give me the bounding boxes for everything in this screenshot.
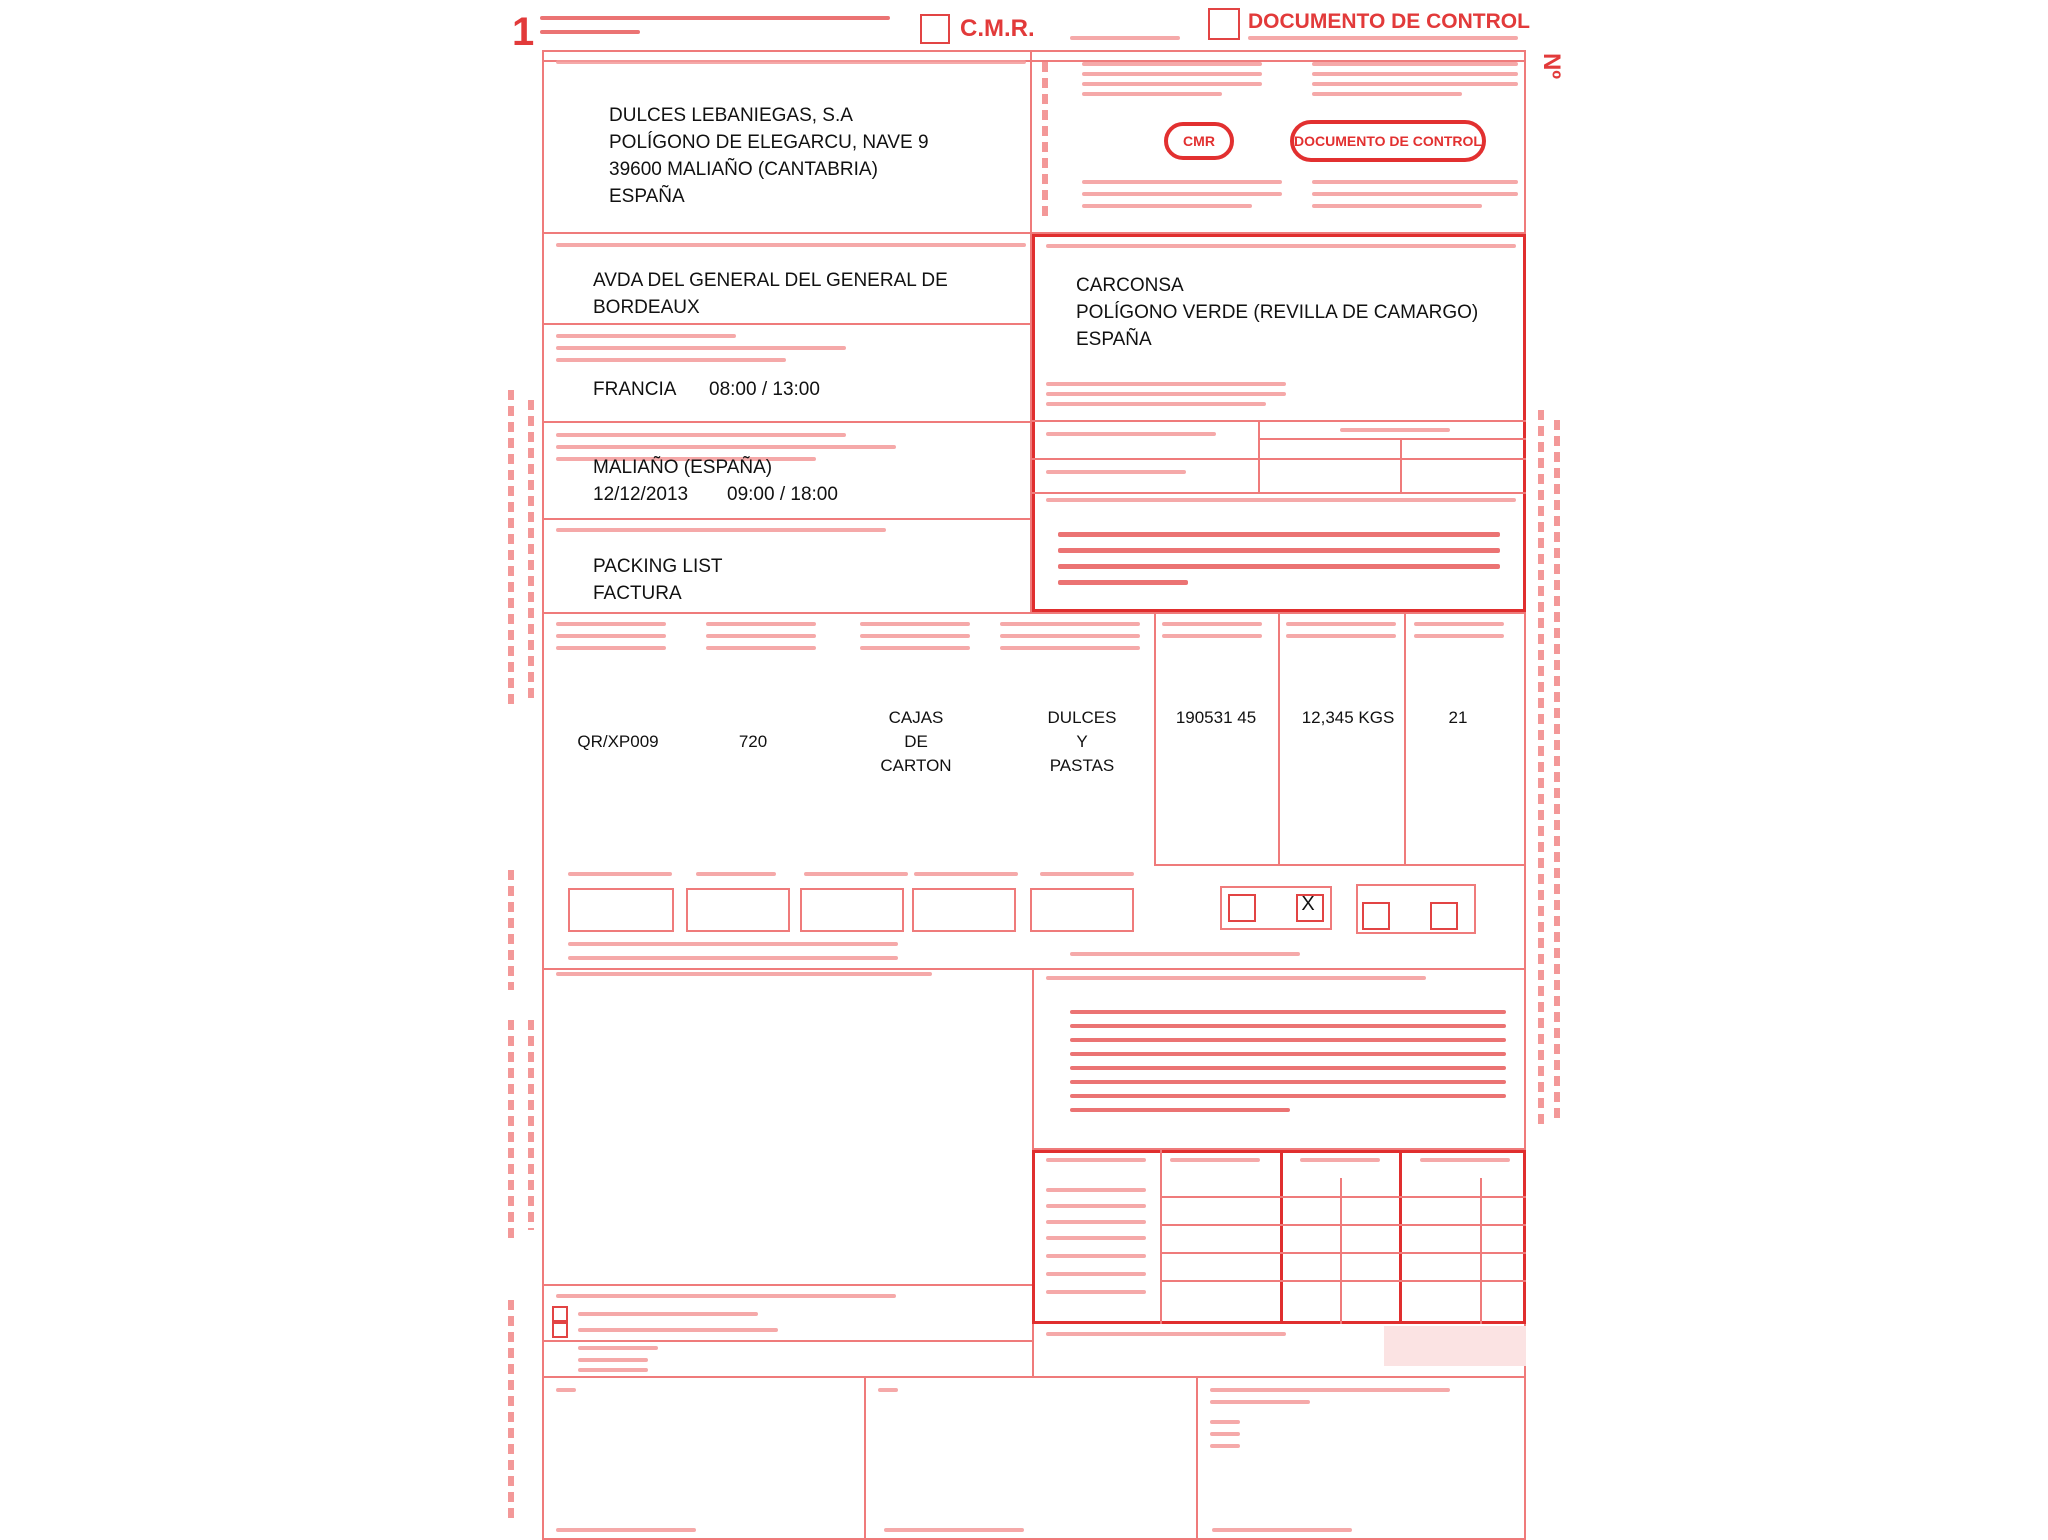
loading-hours: 09:00 / 18:00 [727,484,838,505]
goods-packages: 720 [738,732,768,751]
copy-number: 1 [512,10,535,54]
sender-line-4: ESPAÑA [609,186,685,207]
payment-col-1 [1160,1150,1162,1324]
distance-label [1046,470,1186,474]
goods-head-packing-2 [860,634,970,638]
box1-divider [1030,50,1032,232]
cmr-title: C.M.R. [960,15,1035,42]
documents-line-1: PACKING LIST [593,556,723,577]
payment-instr-rule [542,1284,1032,1286]
left-margin-text-4 [508,1020,514,1240]
goods-nature-3: PASTAS [1049,756,1115,775]
no-label: Nº [1538,52,1566,80]
signature-24-place [1210,1420,1240,1424]
class-labels-2 [568,956,898,960]
doc-control-sub [1248,36,1518,40]
info-text-14 [1312,204,1482,208]
payment-grid-1 [1160,1196,1526,1198]
goods-head-nature-3 [1000,646,1140,650]
env-no-check[interactable] [1430,902,1458,930]
goods-head-nature-2 [1000,634,1140,638]
signature-24-foot [1212,1528,1352,1532]
matricula-head [1340,428,1450,432]
payment-head-3 [1300,1158,1380,1162]
consignee-line-1: AVDA DEL GENERAL DEL GENERAL DE [593,270,948,291]
doc-control-checkbox[interactable] [1208,8,1240,40]
instructions-top-rule [542,968,1526,970]
goods-head-packages [706,622,816,626]
loading-date: 12/12/2013 [593,484,689,505]
goods-stat-number: 190531 45 [1175,708,1257,727]
goods-head-marks-2 [556,634,666,638]
left-margin-text [508,390,514,710]
goods-col-div-2 [1278,612,1280,864]
payment-grid-4 [1160,1280,1526,1282]
left-margin-text-6 [508,1300,514,1520]
info-text-13 [1312,192,1518,196]
carrier-sub-label-1 [1046,382,1286,386]
box4-label-1 [556,433,846,437]
goods-head-marks-3 [556,646,666,650]
adr-label-2 [696,872,776,876]
goods-head-packing [860,622,970,626]
agreement-note-2 [1070,1024,1506,1028]
box3-bottom-rule [542,421,1032,423]
payment-row-4 [1046,1236,1146,1240]
box3-label-1 [556,334,736,338]
adr-field-5[interactable] [1030,888,1134,932]
goods-volume: 21 [1448,708,1468,727]
goods-col-div-1 [1154,612,1156,864]
payment-head-1 [1046,1158,1146,1162]
carrier-rule-1 [1032,420,1526,422]
sender-line-3: 39600 MALIAÑO (CANTABRIA) [609,159,878,180]
left-margin-text-3 [508,870,514,990]
sender-line-1: DULCES LEBANIEGAS, S.A [609,105,853,126]
documents-line-2: FACTURA [593,583,682,604]
reservations-label [1046,498,1516,502]
goods-head-packages-3 [706,646,816,650]
carrier-rule-v1 [1258,420,1260,492]
paid-label [578,1312,758,1316]
goods-nature-2: Y [1076,732,1088,751]
carrier-line-1: CARCONSA [1076,275,1184,296]
cod-label [1046,1332,1286,1336]
payment-col-mid [1340,1178,1342,1324]
adr-label-5 [1040,872,1134,876]
signature-24-label [1210,1388,1450,1392]
signature-div-1 [864,1376,866,1540]
established-label [578,1346,658,1350]
box1-label [556,60,1026,64]
info-text-4 [1082,92,1222,96]
payment-row-1 [1046,1188,1146,1192]
info-text-11 [1082,204,1252,208]
instructions-label [556,972,932,976]
info-text-2 [1082,72,1262,76]
right-margin-text-2 [1554,420,1560,1120]
class-labels [568,942,898,946]
payment-row-5 [1046,1254,1146,1258]
established-label-2 [578,1358,648,1362]
left-margin-text-5 [528,1020,534,1230]
goods-head-weight-2 [1286,634,1396,638]
info-text-1 [1082,62,1262,66]
annex-docs-label [1070,952,1300,956]
signature-22-foot [556,1528,696,1532]
box3-label-3 [556,358,786,362]
goods-head-nature [1000,622,1140,626]
box5-label [556,528,886,532]
signature-24-label-2 [1210,1400,1310,1404]
agreement-note-6 [1070,1080,1506,1084]
carrier-sub-label-2 [1046,392,1286,396]
box4-label-2 [556,445,896,449]
info-text-7 [1312,82,1518,86]
special-agreements-label [1046,976,1426,980]
established-rule [542,1340,1032,1342]
agreement-note-5 [1070,1066,1506,1070]
box4-bottom-rule [542,518,1032,520]
goods-head-volume [1414,622,1504,626]
copy-label-text-2 [540,30,640,34]
info-text-5 [1312,62,1518,66]
info-vertical-text [1042,62,1048,220]
box2-label [556,243,1026,247]
adr-label-3 [804,872,908,876]
adr-label-4 [914,872,1018,876]
goods-head-weight [1286,622,1396,626]
header-mid-text [1070,36,1180,40]
payment-grid-3 [1160,1252,1526,1254]
delivery-country: FRANCIA [593,379,677,400]
signature-23-label [878,1388,898,1392]
agreement-note-1 [1070,1010,1506,1014]
carrier-note-2 [1058,548,1500,553]
agreement-note-4 [1070,1052,1506,1056]
signature-24-place-3 [1210,1444,1240,1448]
payment-head-4 [1420,1158,1510,1162]
adr-field-1[interactable] [568,888,674,932]
delivery-hours: 08:00 / 13:00 [709,379,820,400]
info-text-6 [1312,72,1518,76]
right-margin-text [1538,410,1544,1130]
copy-label-text [540,16,890,20]
signature-22-label [556,1388,576,1392]
doc-control-stamp: DOCUMENTO DE CONTROL [1290,120,1486,162]
env-yes-check[interactable] [1362,902,1390,930]
box3-label-2 [556,346,846,350]
goods-packing-1: CAJAS [888,708,944,727]
doc-control-title: DOCUMENTO DE CONTROL [1248,10,1530,33]
adr-mark: X [1301,893,1315,915]
adr-yes-check[interactable] [1228,894,1256,922]
info-text-12 [1312,180,1518,184]
goods-head-stat-2 [1162,634,1262,638]
consignee-line-2: BORDEAUX [593,297,700,318]
carrier-sub-label-3 [1046,402,1266,406]
cmr-stamp: CMR [1164,122,1234,160]
adr-field-2[interactable] [686,888,790,932]
signature-23-foot [884,1528,1024,1532]
cmr-checkbox[interactable] [920,14,950,44]
agreement-note-8 [1070,1108,1290,1112]
sender-line-2: POLÍGONO DE ELEGARCU, NAVE 9 [609,132,929,153]
cod-shade [1384,1326,1526,1366]
matricula-label [1046,432,1216,436]
payment-row-2 [1046,1204,1146,1208]
agreement-note-3 [1070,1038,1506,1042]
carrier-note-1 [1058,532,1500,537]
info-text-8 [1312,92,1462,96]
carrier-line-3: ESPAÑA [1076,329,1152,350]
info-text-10 [1082,192,1282,196]
carrier-rule-v2 [1400,438,1402,492]
carrier-rule-3 [1032,458,1526,460]
payment-row-6 [1046,1272,1146,1276]
goods-marks: QR/XP009 [577,732,659,751]
carrier-note-4 [1058,580,1188,585]
left-margin-text-2 [528,400,534,700]
goods-head-stat [1162,622,1262,626]
paid-check[interactable] [552,1306,568,1322]
loading-place: MALIAÑO (ESPAÑA) [593,457,773,478]
carrier-rule-4 [1032,492,1526,494]
adr-field-4[interactable] [912,888,1016,932]
info-text-9 [1082,180,1282,184]
payment-head-2 [1170,1158,1260,1162]
adr-label-1 [568,872,672,876]
signature-div-2 [1196,1376,1198,1540]
info-text-3 [1082,82,1262,86]
goods-col-div-3 [1404,612,1406,864]
goods-top-rule [542,612,1526,614]
unpaid-check[interactable] [552,1322,568,1338]
goods-nature-1: DULCES [1047,708,1117,727]
goods-head-volume-2 [1414,634,1504,638]
goods-packing-2: DE [904,732,928,751]
signature-top-rule [542,1376,1526,1378]
goods-head-packing-3 [860,646,970,650]
unpaid-label [578,1328,778,1332]
agreement-note-7 [1070,1094,1506,1098]
adr-field-3[interactable] [800,888,904,932]
goods-head-marks [556,622,666,626]
box2-bottom-rule [542,323,1032,325]
goods-head-packages-2 [706,634,816,638]
carrier-rule-2 [1258,438,1526,440]
signature-24-place-2 [1210,1432,1240,1436]
carrier-note-3 [1058,564,1500,569]
carrier-label [1046,244,1516,248]
goods-packing-3: CARTON [880,756,952,775]
payment-row-7 [1046,1290,1146,1294]
established-label-3 [578,1368,648,1372]
goods-bottom-rule [1154,864,1526,866]
payment-row-3 [1046,1220,1146,1224]
carrier-line-2: POLÍGONO VERDE (REVILLA DE CAMARGO) [1076,302,1479,323]
goods-gross-weight: 12,345 KGS [1301,708,1395,727]
payment-instr-label [556,1294,896,1298]
payment-grid-2 [1160,1224,1526,1226]
payment-col-right [1480,1178,1482,1324]
